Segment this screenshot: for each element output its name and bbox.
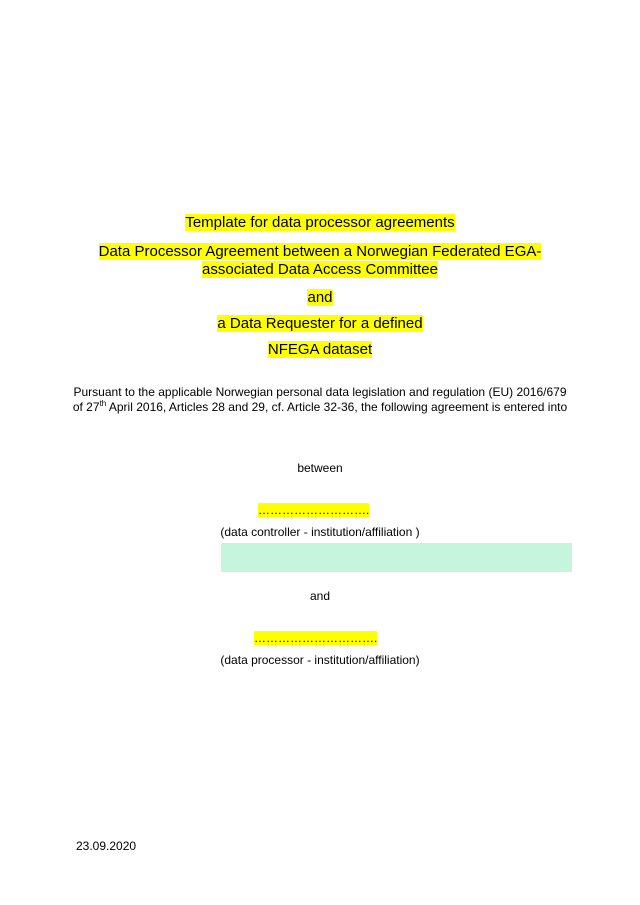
- document-date: 23.09.2020: [76, 839, 137, 853]
- title-and-text: and: [307, 289, 333, 306]
- title-dataset-text: NFEGA dataset: [267, 341, 373, 358]
- processor-label: (data processor - institution/affiliation): [220, 653, 420, 667]
- processor-placeholder: [254, 631, 377, 645]
- pursuant-paragraph: [70, 385, 570, 415]
- agreement-title: [0, 243, 640, 279]
- controller-placeholder: [258, 503, 369, 517]
- title-data-requester: [0, 315, 640, 333]
- between-label: between: [297, 461, 343, 475]
- agreement-title-line-1: Data Processor Agreement between a Norwegian Federated EGA-: [98, 243, 542, 260]
- document-title-text: Template for data processor agreements: [185, 214, 455, 231]
- document-title: [0, 214, 640, 232]
- highlight-box: [221, 543, 572, 572]
- agreement-title-line-2: associated Data Access Committee: [202, 261, 438, 278]
- controller-placeholder-text: ……………………….: [258, 503, 370, 517]
- pursuant-text-2: April 2016, Articles 28 and 29, cf. Article 32-36, the following agreement is entered into: [106, 400, 568, 414]
- pursuant-superscript: th: [99, 399, 107, 408]
- and-label: and: [309, 589, 331, 603]
- pursuant-text-1: Pursuant to the applicable Norwegian personal data legislation and regulation (EU) 2016/679 of 27: [72, 385, 567, 414]
- title-data-requester-text: a Data Requester for a defined: [217, 315, 423, 332]
- title-dataset: [0, 341, 640, 359]
- processor-placeholder-text: ………………………….: [254, 631, 378, 645]
- controller-label: (data controller - institution/affiliation ): [220, 525, 420, 539]
- title-and: [0, 289, 640, 307]
